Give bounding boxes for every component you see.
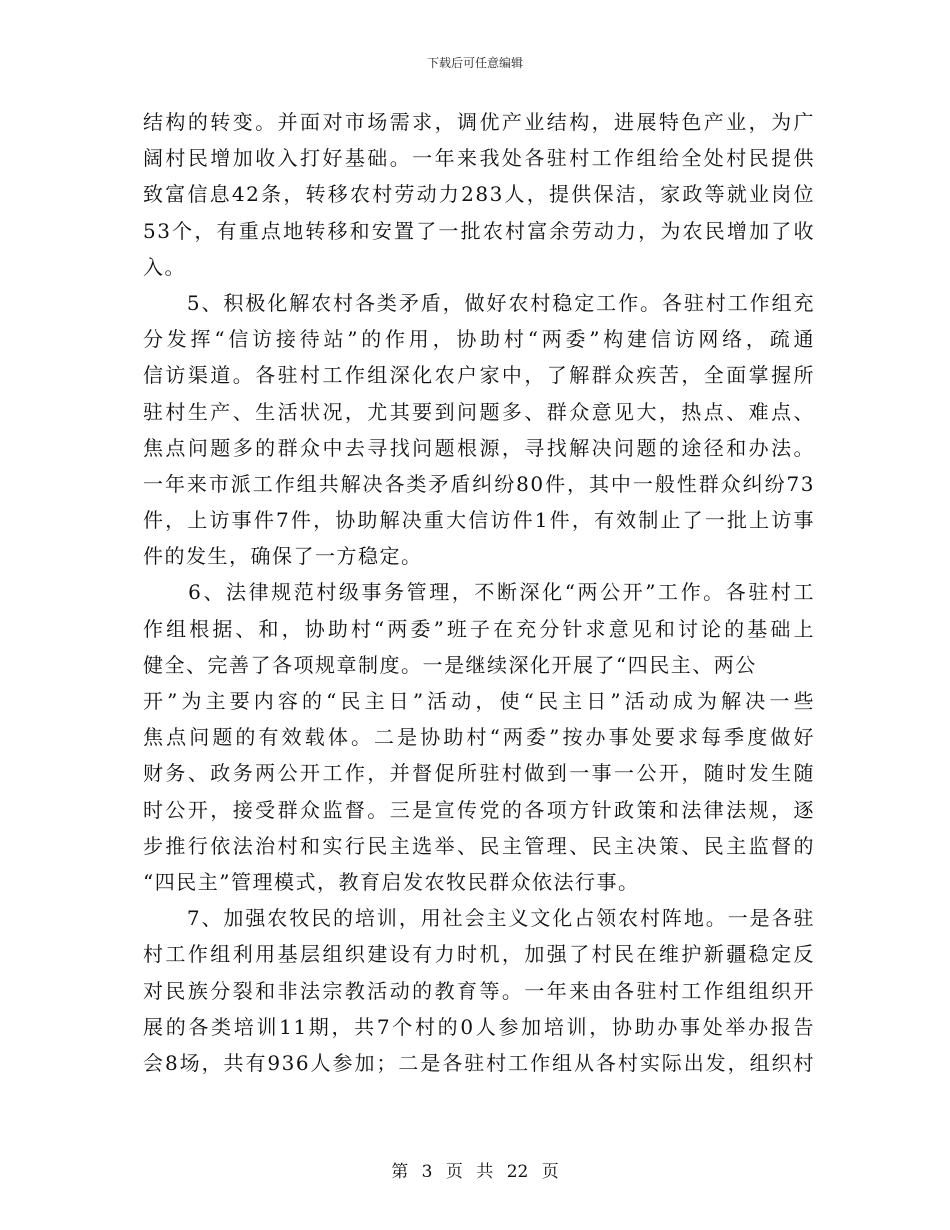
text-line: 7、加强农牧民的培训，用社会主义文化占领农村阵地。一是各驻 [143,906,815,931]
text-line: 分发挥“信访接待站”的作用，协助村“两委”构建信访网络，疏通 [143,327,815,352]
text-line: 对民族分裂和非法宗教活动的教育等。一年来由各驻村工作组组织开 [143,978,815,1003]
text-line: 5、积极化解农村各类矛盾，做好农村稳定工作。各驻村工作组充 [143,290,815,315]
text-line: 入。 [143,254,186,279]
text-line: 件，上访事件7件，协助解决重大信访件1件，有效制止了一批上访事 [143,508,815,533]
text-line: 村工作组利用基层组织建设有力时机，加强了村民在维护新疆稳定反 [143,942,815,967]
text-line: 步推行依法治村和实行民主选举、民主管理、民主决策、民主监督的 [143,833,815,858]
text-line: 阔村民增加收入打好基础。一年来我处各驻村工作组给全处村民提供 [143,146,815,171]
text-line: 信访渠道。各驻村工作组深化农户家中，了解群众疾苦，全面掌握所 [143,363,815,388]
text-line: 展的各类培训11期，共7个村的0人参加培训，协助办事处举办报告 [143,1014,815,1039]
document-body [143,104,815,1081]
text-line: 53个，有重点地转移和安置了一批农村富余劳动力，为农民增加了收 [143,218,815,243]
text-line: 作组根据、和，协助村“两委”班子在充分针求意见和讨论的基础上 [143,616,815,641]
text-line: 6、法律规范村级事务管理，不断深化“两公开”工作。各驻村工 [143,580,815,605]
text-line: 致富信息42条，转移农村劳动力283人，提供保洁，家政等就业岗位 [143,182,815,207]
text-line: 一年来市派工作组共解决各类矛盾纠纷80件，其中一般性群众纠纷73 [143,471,815,496]
text-line: 件的发生，确保了一方稳定。 [143,544,423,569]
text-line: 健全、完善了各项规章制度。一是继续深化开展了“四民主、两公 [143,652,757,677]
text-line: 焦点问题多的群众中去寻找问题根源，寻找解决问题的途径和办法。 [143,435,815,460]
text-line: 焦点问题的有效载体。二是协助村“两委”按办事处要求每季度做好 [143,725,815,750]
text-line: 会8场，共有936人参加；二是各驻村工作组从各村实际出发，组织村 [143,1050,815,1075]
page-footer: 第 3 页 共 22 页 [391,1162,559,1182]
text-line: 驻村生产、生活状况，尤其要到问题多、群众意见大，热点、难点、 [143,399,815,424]
text-line: “四民主”管理模式，教育启发农牧民群众依法行事。 [143,869,640,894]
text-line: 时公开，接受群众监督。三是宣传党的各项方针政策和法律法规，逐 [143,797,815,822]
text-line: 结构的转变。并面对市场需求，调优产业结构，进展特色产业，为广 [143,110,815,134]
page-header: 下载后可任意编辑 [426,56,523,70]
text-line: 开”为主要内容的“民主日”活动，使“民主日”活动成为解决一些 [143,689,815,713]
text-line: 财务、政务两公开工作，并督促所驻村做到一事一公开，随时发生随 [143,761,815,786]
